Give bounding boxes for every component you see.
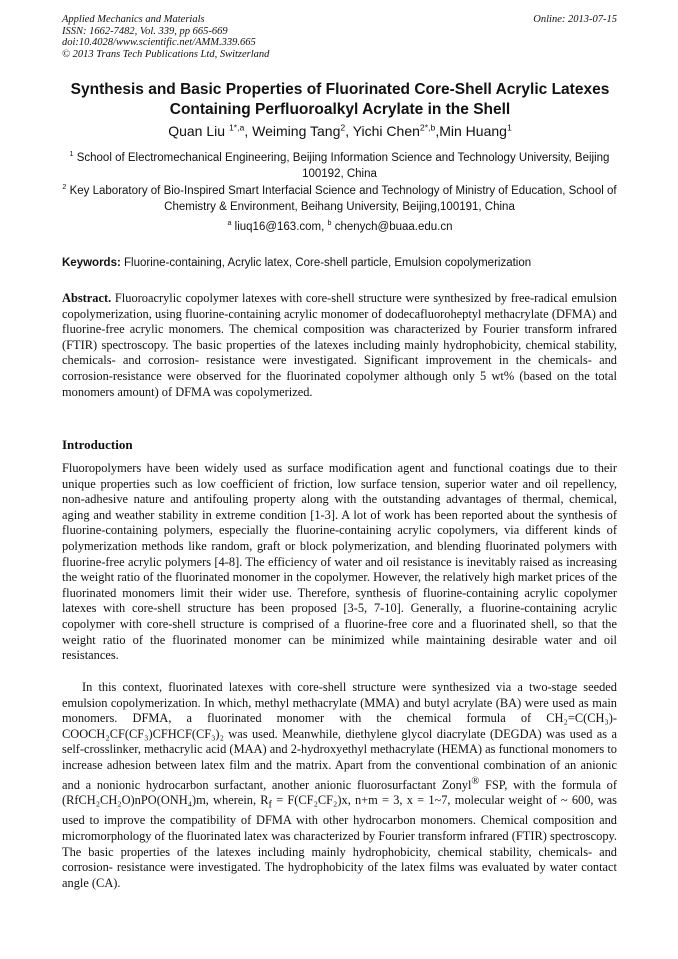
keywords — [62, 257, 622, 269]
doi-line: doi:10.4028/www.scientific.net/AMM.339.665 — [62, 37, 256, 48]
author-mark: 1 — [506, 122, 512, 133]
author-name: , Yichi Chen — [345, 123, 420, 139]
paragraph-text: In this context, fluorinated latexes with core-shell structure were synthesized via a two-stage seeded emulsion copolymerization. In which, methyl methacrylate (MMA) and butyl acrylate (BA) were used as main monomers. DFMA, a fluorinated monomer with the chemical formula of — [62, 680, 617, 726]
issn-line: ISSN: 1662-7482, Vol. 339, pp 665-669 — [62, 25, 228, 37]
abstract-text: Fluoroacrylic copolymer latexes with core-shell structure were synthesized by free-radical emulsion copolymerization, using fluorine-containing acrylic monomer of dodecafluoroheptyl methacrylate (DFMA) and fluorine-free acrylic monomers. The chemical composition was characterized by Fourier transform infrared (FTIR) spectroscopy. The basic properties of the latexes including mainly hydrophobicity, chemical stability, chemicals- and corrosion- resistance were investigated. Significant improvement in the chemicals- and corrosion-resistance were observed for the fluorinated copolymer although only 5 wt% (based on the total monomers amount) of DFMA was copolymerized. — [62, 291, 617, 399]
author-mark: 2 — [340, 122, 346, 133]
paragraph-text: , wherein, R — [205, 793, 269, 808]
email-mark: a — [227, 219, 232, 228]
journal-name: Applied Mechanics and Materials — [62, 14, 205, 25]
paragraph — [62, 680, 617, 891]
author-name: ,Min Huang — [435, 123, 507, 139]
affiliation-2 — [62, 183, 617, 215]
subscript: f — [268, 799, 272, 811]
abstract-label: Abstract. — [62, 291, 112, 305]
author-list — [40, 122, 640, 140]
affiliation-mark: 1 — [69, 150, 74, 159]
chemical-formula: (RfCH₂CH₂O)nPO(ONH₄)m — [62, 793, 206, 808]
author-mark: 2*,b — [419, 122, 436, 133]
email-link[interactable]: liuq16@163.com, — [234, 221, 328, 233]
affiliation-text: Key Laboratory of Bio-Inspired Smart Interfacial Science and Technology of Ministry of Education, School of Chemistry & Environment, Beihang University, Beijing,100191, China — [69, 185, 617, 213]
affiliation-mark: 2 — [62, 183, 67, 192]
chemical-formula: CH₂=C(CH₃)-COOCH₂CF(CF₃)CFHCF(CF₃)₂ — [62, 711, 617, 741]
paragraph-text: was used. Meanwhile, diethylene glycol diacrylate (DEGDA) was used as a self-crosslinker, methacrylic acid (MAA) and 2-hydroxyethyl methacrylate (HEMA) as functional monomers to increase adhesion between latex film and the matrix. Apart from the conventional combination of an anionic and a nonionic hydrocarbon surfactant, another anionic fluorosurfactant Zonyl — [62, 726, 617, 792]
paragraph-text: FSP, with the formula of — [479, 777, 617, 792]
author-name: , Weiming Tang — [244, 123, 341, 139]
keywords-text: Fluorine-containing, Acrylic latex, Core-shell particle, Emulsion copolymerization — [120, 257, 532, 269]
abstract — [62, 291, 617, 400]
email-line — [40, 221, 640, 233]
paper-title: Synthesis and Basic Properties of Fluorinated Core-Shell Acrylic Latexes Containing Perfluoroalkyl Acrylate in the Shell — [70, 81, 610, 118]
author-mark: 1*,a — [228, 122, 245, 133]
paragraph: Fluoropolymers have been widely used as surface modification agent and functional coatings due to their unique properties such as low coefficient of friction, low surface tension, superior water and oil repellency, non-adhesive nature and antifouling property along with the outstanding advantages of thermal, chemical, aging and weather stability in extreme condition [1-3]. A lot of work has been reported about the synthesis of fluorine-containing polymers, especially the fluorine-containing acrylic copolymers, via different kinds of polymerization methods like random, graft or block polymerization, and blending fluorinated polymers with fluorine-free acrylic polymers [4-8]. The efficiency of water and oil resistance is inevitably raised as increasing the weight ratio of the fluorinated monomer in the copolymer. However, the relatively high market prices of the fluorinated monomers limit their wider use. Therefore, synthesis of fluorine-containing acrylic copolymer latexes with core-shell structure has been proposed [3-5, 7-10]. Generally, a fluorine-containing acrylic copolymer with core-shell structure is comprised of a fluorine-free core and a fluorinated shell, so that the weight ratio of the fluorinated monomer can be minimized while maintaining desirable water and oil resistances. — [62, 461, 617, 663]
copyright-line: © 2013 Trans Tech Publications Ltd, Switzerland — [62, 48, 270, 60]
journal-header — [62, 14, 617, 60]
email-link[interactable]: chenych@buaa.edu.cn — [334, 221, 453, 233]
registered-mark: ® — [471, 775, 480, 787]
online-date: Online: 2013-07-15 — [533, 14, 617, 25]
affiliation-text: School of Electromechanical Engineering, Beijing Information Science and Technology University, Beijing 100192, China — [76, 152, 610, 180]
paragraph-text: = F(CF₂CF₂)x, n+m = 3, x = 1~7, molecular weight of ~ 600, was used to improve the compatibility of DFMA with other hydrocarbon monomers. Chemical composition and micromorphology of the fluorinated latex was characterized by Fourier transform infrared (FTIR) spectroscopy. The basic properties of the latexes including mainly hydrophobicity, chemical stability, chemicals- and corrosion- resistance were investigated. The hydrophobicity of the latex films was evaluated by water contact angle (CA). — [62, 793, 618, 890]
author-name: Quan Liu — [168, 123, 229, 139]
keywords-label: Keywords: — [62, 257, 121, 269]
affiliation-1 — [62, 150, 617, 182]
section-heading: Introduction — [62, 437, 133, 452]
email-mark: b — [327, 219, 332, 228]
